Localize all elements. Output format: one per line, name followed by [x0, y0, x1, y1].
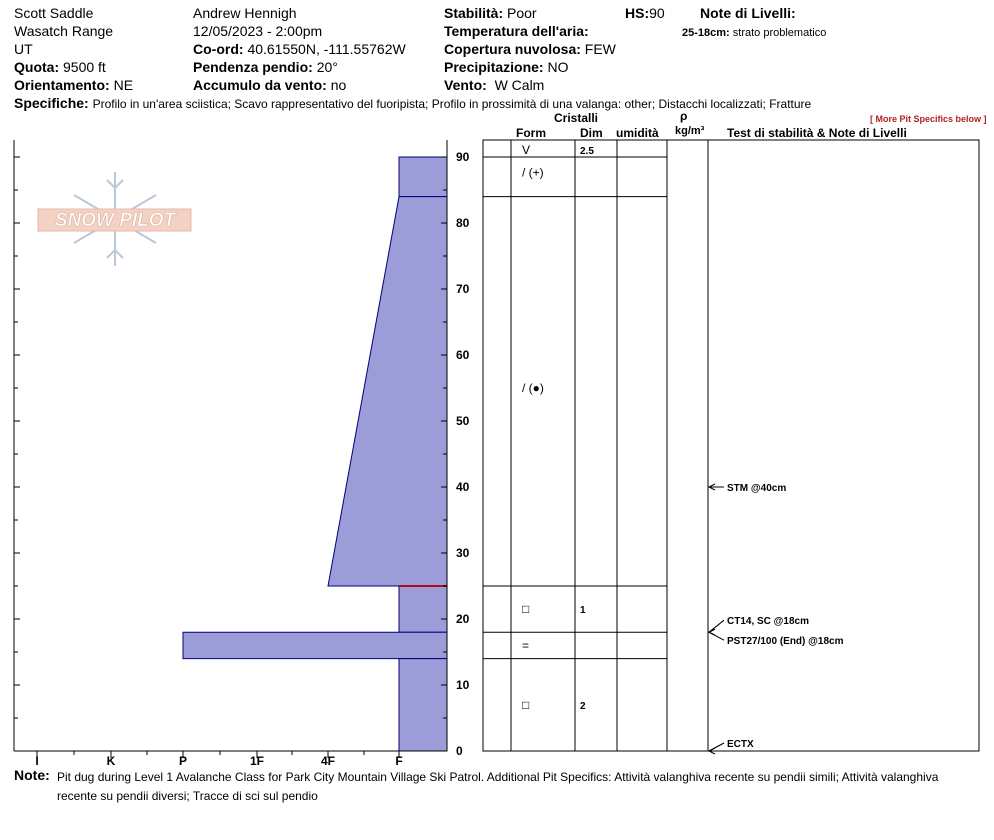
- crystal-form: □: [522, 697, 530, 712]
- density-unit-header: kg/m³: [675, 125, 705, 137]
- stability-test-label: ECTX: [727, 739, 754, 750]
- range: Wasatch Range: [14, 23, 114, 39]
- observer: Andrew Hennigh: [193, 5, 297, 21]
- coordinates: Co-ord: 40.61550N, -111.55762W: [193, 41, 406, 57]
- depth-label: 80: [456, 216, 470, 230]
- depth-label: 40: [456, 480, 470, 494]
- stability-test-label: STM @40cm: [727, 483, 787, 494]
- crystal-form: V: [522, 143, 531, 157]
- precipitation: Precipitazione: NO: [444, 59, 569, 75]
- aspect: Orientamento: NE: [14, 77, 134, 93]
- snowpilot-logo: [38, 209, 191, 231]
- moisture-header: umidità: [616, 126, 659, 140]
- layer-notes-label: Note di Livelli:: [700, 5, 796, 21]
- depth-label: 20: [456, 612, 470, 626]
- specifics: Specifiche: Profilo in un'area sciistica; Scavo rappresentativo del fuoripista; Profilo in prossimità di una valanga: other; Distacchi localizzati; Fratture: [14, 95, 812, 111]
- hardness-label: F: [395, 754, 403, 768]
- air-temp: Temperatura dell'aria:: [444, 23, 589, 39]
- hardness-label: P: [178, 754, 188, 768]
- tests-header: Test di stabilità & Note di Livelli: [727, 126, 907, 140]
- layer-bar: [328, 197, 447, 586]
- crystal-form: / (+): [522, 165, 544, 180]
- notes-line-2: recente su pendii diversi; Tracce di sci sul pendio: [57, 789, 318, 803]
- svg-text:SNOW PILOT: SNOW PILOT: [54, 210, 176, 231]
- crystal-size: 2.5: [580, 146, 594, 157]
- stability-test-label: CT14, SC @18cm: [727, 616, 810, 628]
- notes-label: Note:: [14, 767, 50, 783]
- crystal-size: 2: [580, 700, 586, 712]
- more-specifics-link[interactable]: [ More Pit Specifics below ]: [870, 114, 987, 124]
- layer-table-frame: [483, 140, 979, 751]
- location: Scott Saddle: [14, 5, 94, 21]
- notes-line-1: Pit dug during Level 1 Avalanche Class for Park City Mountain Village Ski Patrol. Additional Pit Specifics: Attività valanghiva recente su pendii simili; Attività valanghiva: [57, 770, 939, 784]
- depth-label: 70: [456, 282, 470, 296]
- hardness-label: I: [35, 754, 39, 768]
- hardness-label: K: [106, 754, 116, 768]
- datetime: 12/05/2023 - 2:00pm: [193, 23, 323, 39]
- depth-label: 90: [456, 150, 470, 164]
- crystal-size: 1: [580, 605, 586, 617]
- sky-cover: Copertura nuvolosa: FEW: [444, 41, 616, 57]
- state: UT: [14, 41, 33, 57]
- crystal-form: □: [522, 602, 530, 617]
- slope: Pendenza pendio: 20°: [193, 59, 338, 75]
- elevation: Quota: 9500 ft: [14, 59, 106, 75]
- depth-label: 0: [456, 744, 463, 758]
- crystal-form: / (●): [522, 381, 544, 395]
- crystal-form: =: [522, 638, 530, 653]
- hardness-label: 4F: [320, 754, 336, 768]
- depth-label: 60: [456, 348, 470, 362]
- hardness-label: 1F: [249, 754, 265, 768]
- wind-loading: Accumulo da vento: no: [193, 77, 347, 93]
- layer-bar: [399, 586, 447, 632]
- stability-test-label: PST27/100 (End) @18cm: [727, 636, 844, 648]
- layer-bar: [399, 157, 447, 197]
- test-pointer: [709, 620, 724, 632]
- depth-label: 10: [456, 678, 470, 692]
- depth-label: 50: [456, 414, 470, 428]
- layer-bar: [183, 632, 447, 658]
- wind: Vento: W Calm: [444, 77, 545, 93]
- rho-header: ρ: [680, 109, 688, 123]
- size-header: Dim: [580, 126, 603, 140]
- snow-height: HS:90: [625, 5, 665, 21]
- crystals-header: Cristalli: [554, 111, 599, 125]
- form-header: Form: [516, 126, 546, 140]
- layer-note: 25-18cm: strato problematico: [682, 27, 827, 39]
- depth-label: 30: [456, 546, 470, 560]
- layer-bar: [399, 659, 447, 751]
- stability: Stabilità: Poor: [444, 5, 537, 21]
